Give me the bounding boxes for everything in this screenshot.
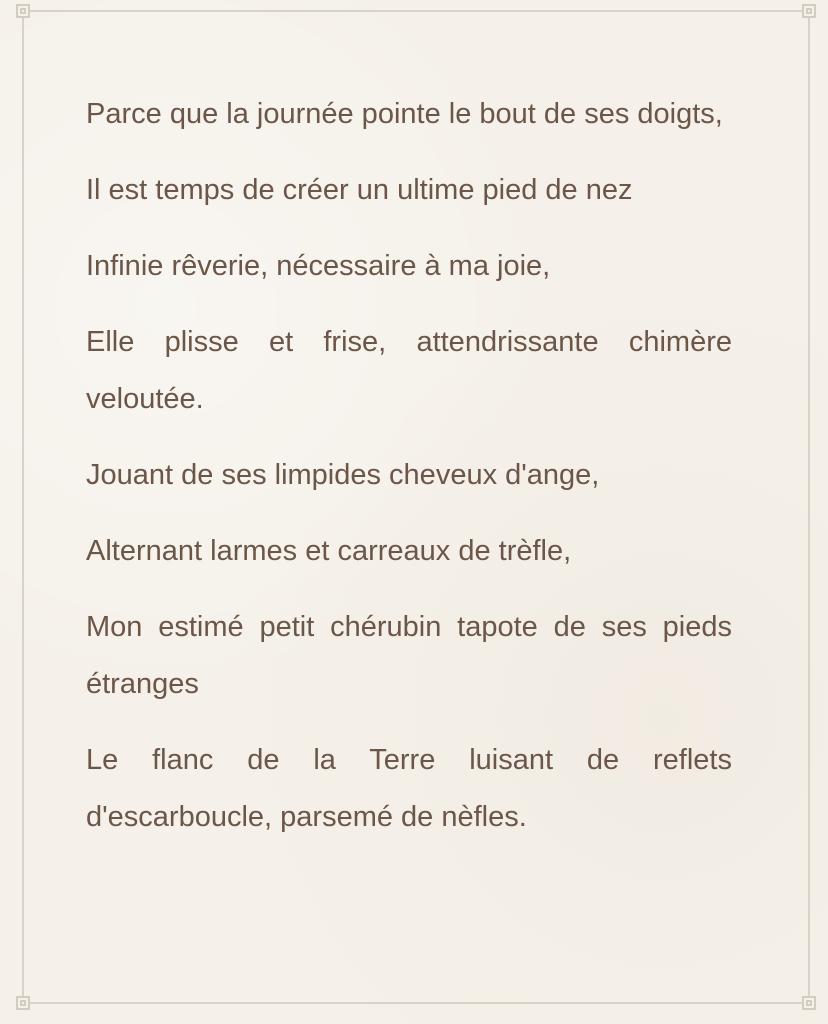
poem-line: Infinie rêverie, nécessaire à ma joie, <box>86 250 551 282</box>
corner-ornament-icon <box>802 996 816 1010</box>
corner-ornament-icon <box>16 4 30 18</box>
poem-line: Alternant larmes et carreaux de trèfle, <box>86 535 572 567</box>
corner-ornament-icon <box>802 4 816 18</box>
poem-line: Elle plisse et frise, attendrissante chimère veloutée. <box>86 326 732 415</box>
poem-line: Jouant de ses limpides cheveux d'ange, <box>86 459 600 491</box>
corner-ornament-icon <box>16 996 30 1010</box>
poem-line: Il est temps de créer un ultime pied de nez <box>86 174 633 206</box>
poem-body <box>86 86 732 865</box>
poem-line: Le flanc de la Terre luisant de reflets d'escarboucle, parsemé de nèfles. <box>86 744 732 833</box>
poem-line: Mon estimé petit chérubin tapote de ses pieds étranges <box>86 611 732 700</box>
poem-line: Parce que la journée pointe le bout de ses doigts, <box>86 98 723 130</box>
